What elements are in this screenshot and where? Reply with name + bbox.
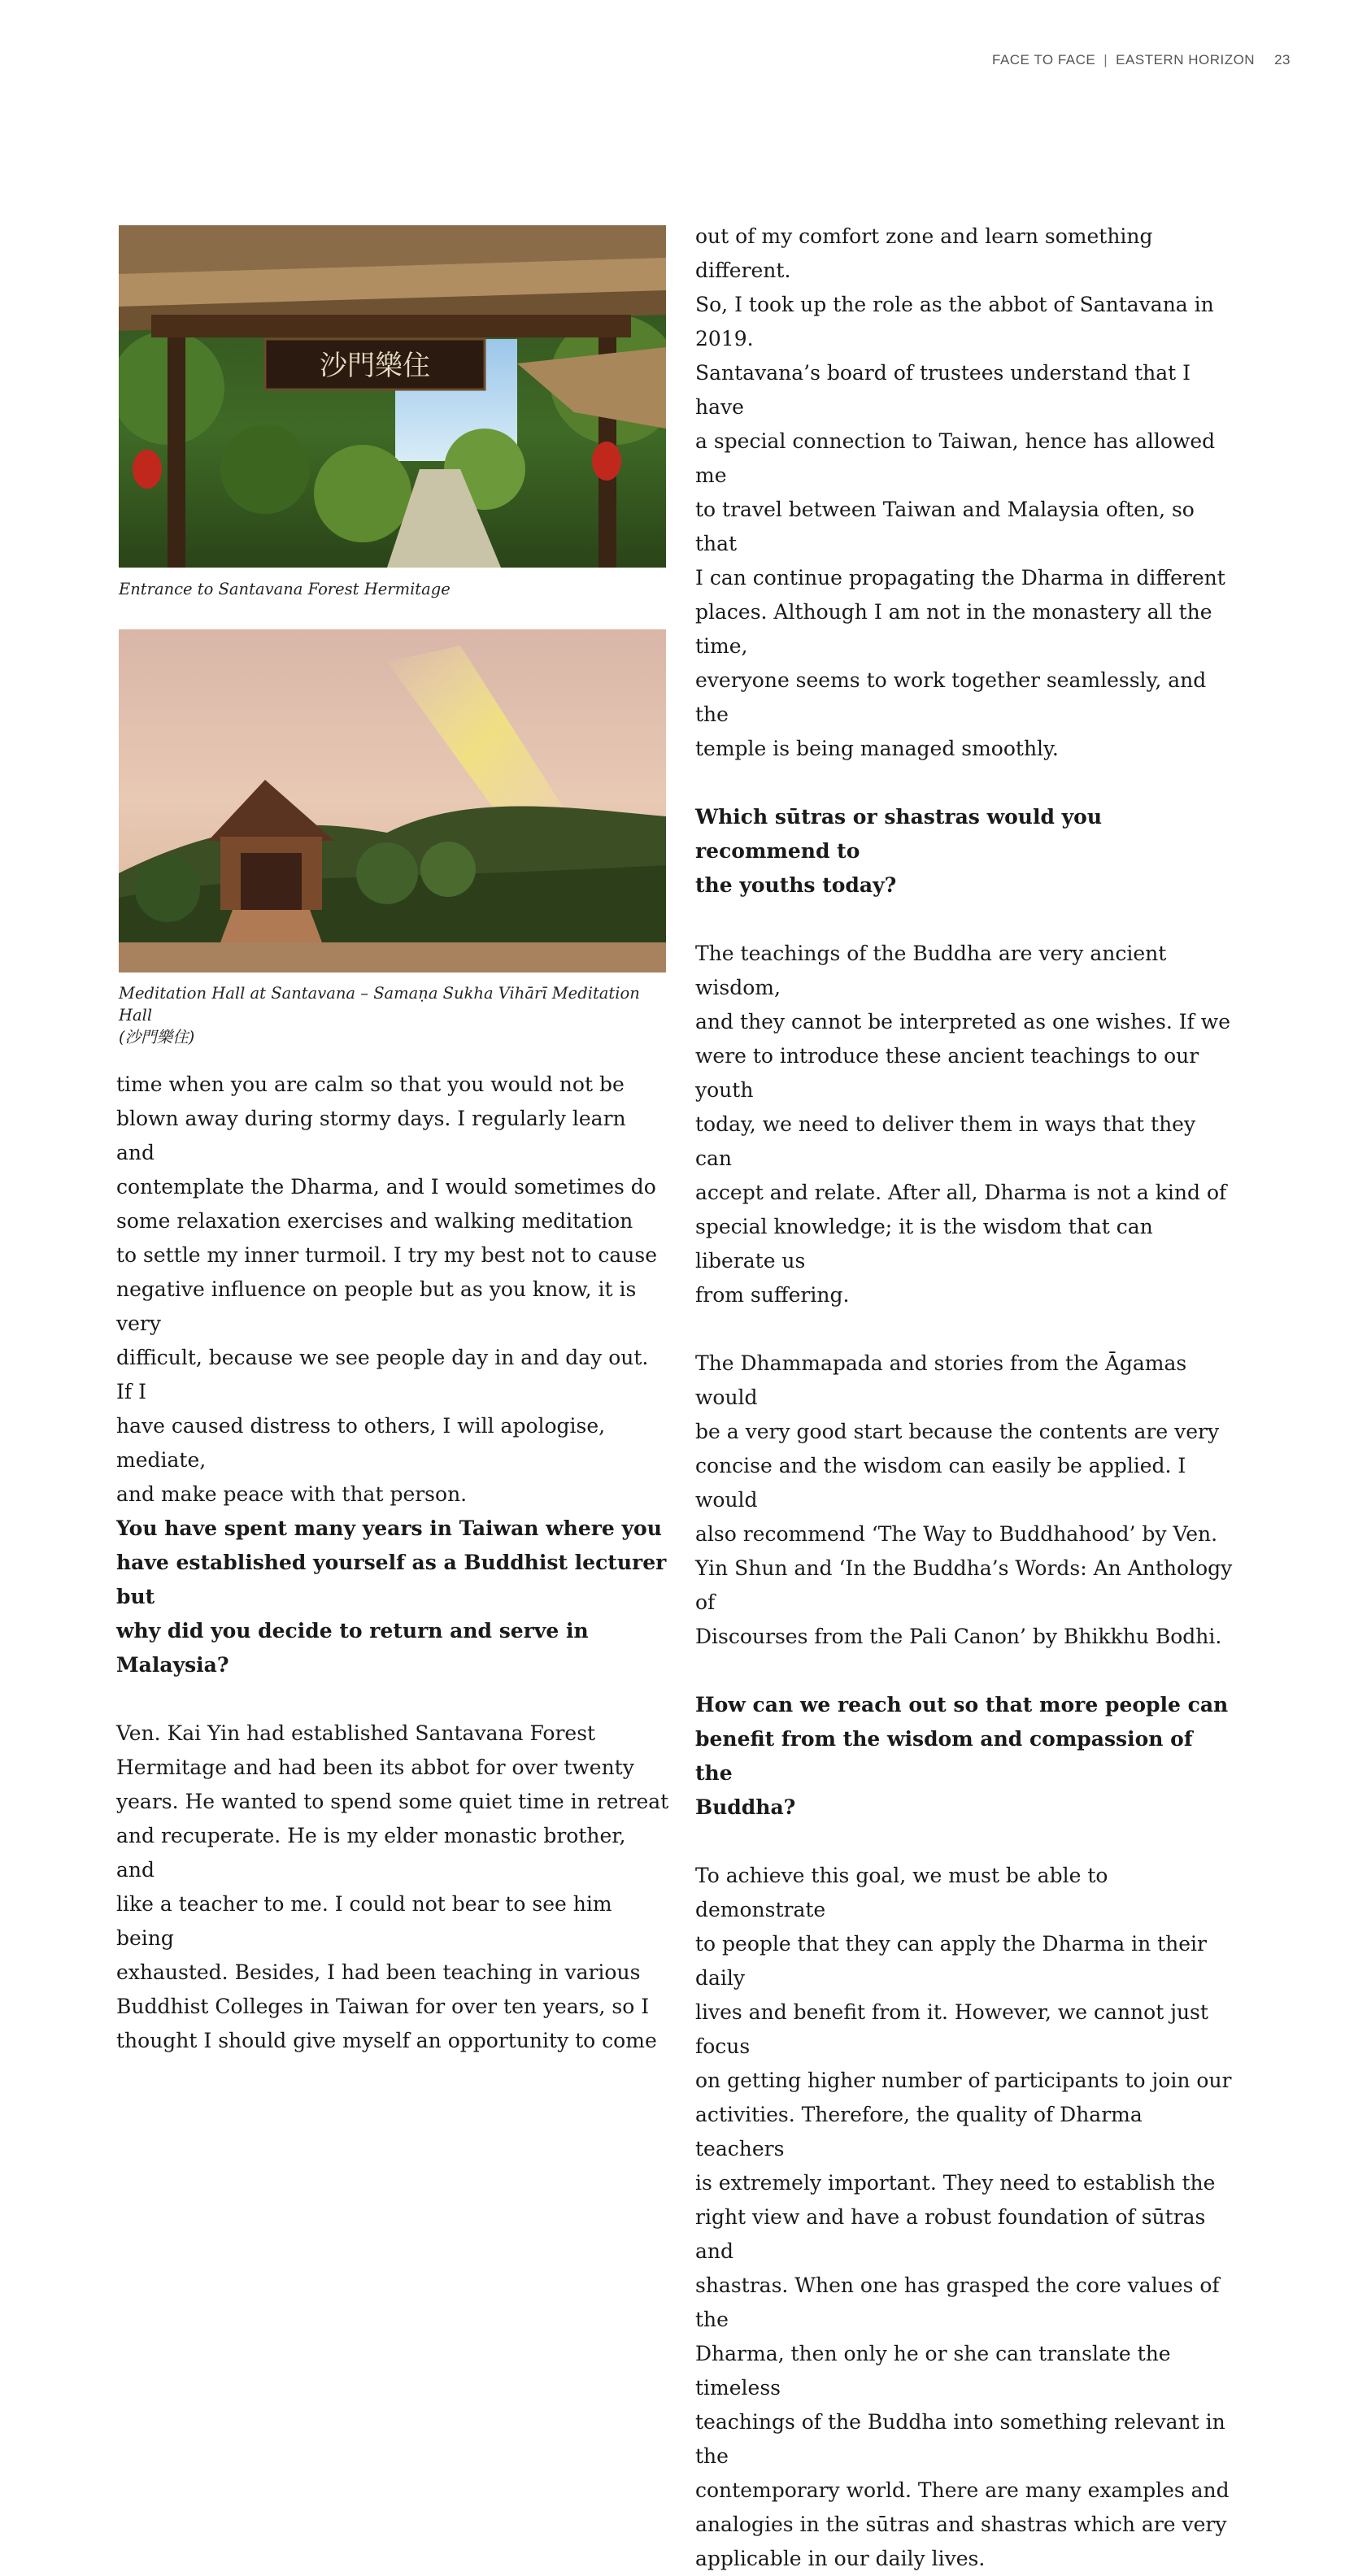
body-line: negative influence on people but as you know, it is very — [116, 1277, 637, 1335]
left-column-text — [116, 1068, 669, 2058]
body-line: teachings of the Buddha into something relevant in the — [695, 2410, 1225, 2468]
body-line: time when you are calm so that you would not be — [116, 1073, 625, 1096]
body-line: Discourses from the Pali Canon’ by Bhikkhu Bodhi. — [695, 1625, 1222, 1648]
page-number: 23 — [1274, 52, 1291, 67]
body-line: concise and the wisdom can easily be applied. I would — [695, 1454, 1186, 1512]
body-line: thought I should give myself an opportunity to come — [116, 2029, 657, 2052]
body-line: Yin Shun and ‘In the Buddha’s Words: An Anthology of — [695, 1556, 1233, 1614]
body-line: shastras. When one has grasped the core values of the — [695, 2274, 1220, 2331]
question-line: How can we reach out so that more people can — [695, 1693, 1229, 1717]
body-line: like a teacher to me. I could not bear to see him being — [116, 1892, 612, 1950]
body-line: blown away during stormy days. I regularly learn and — [116, 1107, 626, 1164]
question-line: why did you decide to return and serve in Malaysia? — [116, 1619, 589, 1677]
body-line: from suffering. — [695, 1283, 850, 1307]
body-line: Dharma, then only he or she can translate the timeless — [695, 2342, 1171, 2400]
caption-hall-main: Meditation Hall at Santavana – Samaṇa Sukha Vihārī Meditation Hall — [119, 984, 640, 1025]
body-line: contemplate the Dharma, and I would sometimes do — [116, 1175, 656, 1199]
body-line: and recuperate. He is my elder monastic brother, and — [116, 1824, 626, 1882]
question-line: the youths today? — [695, 873, 897, 897]
body-line: everyone seems to work together seamlessly, and the — [695, 668, 1207, 726]
body-line: The teachings of the Buddha are very ancient wisdom, — [695, 942, 1167, 999]
caption-hall-cjk: (沙門樂住) — [119, 1028, 195, 1046]
body-line: today, we need to deliver them in ways that they can — [695, 1112, 1196, 1170]
body-line: to travel between Taiwan and Malaysia often, so that — [695, 498, 1195, 555]
question-line: have established yourself as a Buddhist lecturer but — [116, 1551, 667, 1608]
question-line: Which sūtras or shastras would you recommend to — [695, 805, 1102, 863]
question-line: Buddha? — [695, 1795, 796, 1819]
body-line: also recommend ‘The Way to Buddhahood’ by Ven. — [695, 1522, 1218, 1546]
header-section: FACE TO FACE — [992, 52, 1096, 67]
body-line: activities. Therefore, the quality of Dharma teachers — [695, 2103, 1143, 2160]
body-line: is extremely important. They need to establish the — [695, 2171, 1216, 2195]
body-line: difficult, because we see people day in and day out. If I — [116, 1346, 649, 1403]
caption-meditation-hall — [119, 982, 672, 1048]
body-line: To achieve this goal, we must be able to demonstrate — [695, 1864, 1108, 1921]
body-line: right view and have a robust foundation of sūtras and — [695, 2205, 1206, 2263]
gate-sign-text: 沙門樂住 — [320, 350, 430, 382]
body-line: on getting higher number of participants to join our — [695, 2069, 1232, 2092]
body-line: have caused distress to others, I will apologise, mediate, — [116, 1414, 606, 1472]
body-line: lives and benefit from it. However, we cannot just focus — [695, 2000, 1208, 2058]
body-line: Hermitage and had been its abbot for over twenty — [116, 1756, 634, 1779]
body-line: out of my comfort zone and learn something different. — [695, 224, 1153, 282]
question-line: You have spent many years in Taiwan where you — [116, 1516, 662, 1540]
meditation-hall-illustration — [119, 629, 666, 973]
right-column-text — [695, 220, 1236, 2576]
body-line: Buddhist Colleges in Taiwan for over ten years, so I — [116, 1995, 650, 2018]
body-line: So, I took up the role as the abbot of Santavana in 2019. — [695, 293, 1214, 350]
caption-entrance: Entrance to Santavana Forest Hermitage — [119, 580, 451, 598]
body-line: exhausted. Besides, I had been teaching in various — [116, 1960, 641, 1984]
body-line: analogies in the sūtras and shastras which are very — [695, 2513, 1227, 2536]
body-line: temple is being managed smoothly. — [695, 737, 1059, 760]
body-line: Santavana’s board of trustees understand that I have — [695, 361, 1190, 419]
running-header — [992, 52, 1291, 68]
body-line: were to introduce these ancient teachings to our youth — [695, 1044, 1199, 1102]
photo-meditation-hall — [119, 629, 666, 973]
body-line: applicable in our daily lives. — [695, 2547, 986, 2570]
body-line: accept and relate. After all, Dharma is not a kind of — [695, 1181, 1227, 1204]
body-line: and they cannot be interpreted as one wishes. If we — [695, 1010, 1230, 1033]
body-line: Ven. Kai Yin had established Santavana Forest — [116, 1721, 596, 1745]
body-line: be a very good start because the contents are very — [695, 1420, 1220, 1443]
body-line: contemporary world. There are many examples and — [695, 2478, 1230, 2502]
entrance-photo-illustration — [119, 225, 666, 568]
body-line: special knowledge; it is the wisdom that can liberate us — [695, 1215, 1153, 1273]
body-line: a special connection to Taiwan, hence has allowed me — [695, 429, 1216, 487]
body-line: The Dhammapada and stories from the Āgamas would — [695, 1351, 1187, 1409]
header-separator: | — [1103, 52, 1108, 67]
body-line: some relaxation exercises and walking meditation — [116, 1209, 633, 1233]
question-line: benefit from the wisdom and compassion of the — [695, 1727, 1193, 1785]
body-line: to people that they can apply the Dharma in their daily — [695, 1932, 1208, 1990]
photo-hermitage-entrance — [119, 225, 666, 568]
header-magazine: EASTERN HORIZON — [1116, 52, 1256, 67]
body-line: I can continue propagating the Dharma in different — [695, 566, 1225, 590]
body-line: places. Although I am not in the monastery all the time, — [695, 600, 1212, 658]
body-line: to settle my inner turmoil. I try my best not to cause — [116, 1243, 658, 1267]
body-line: and make peace with that person. — [116, 1482, 468, 1506]
body-line: years. He wanted to spend some quiet time in retreat — [116, 1790, 669, 1813]
